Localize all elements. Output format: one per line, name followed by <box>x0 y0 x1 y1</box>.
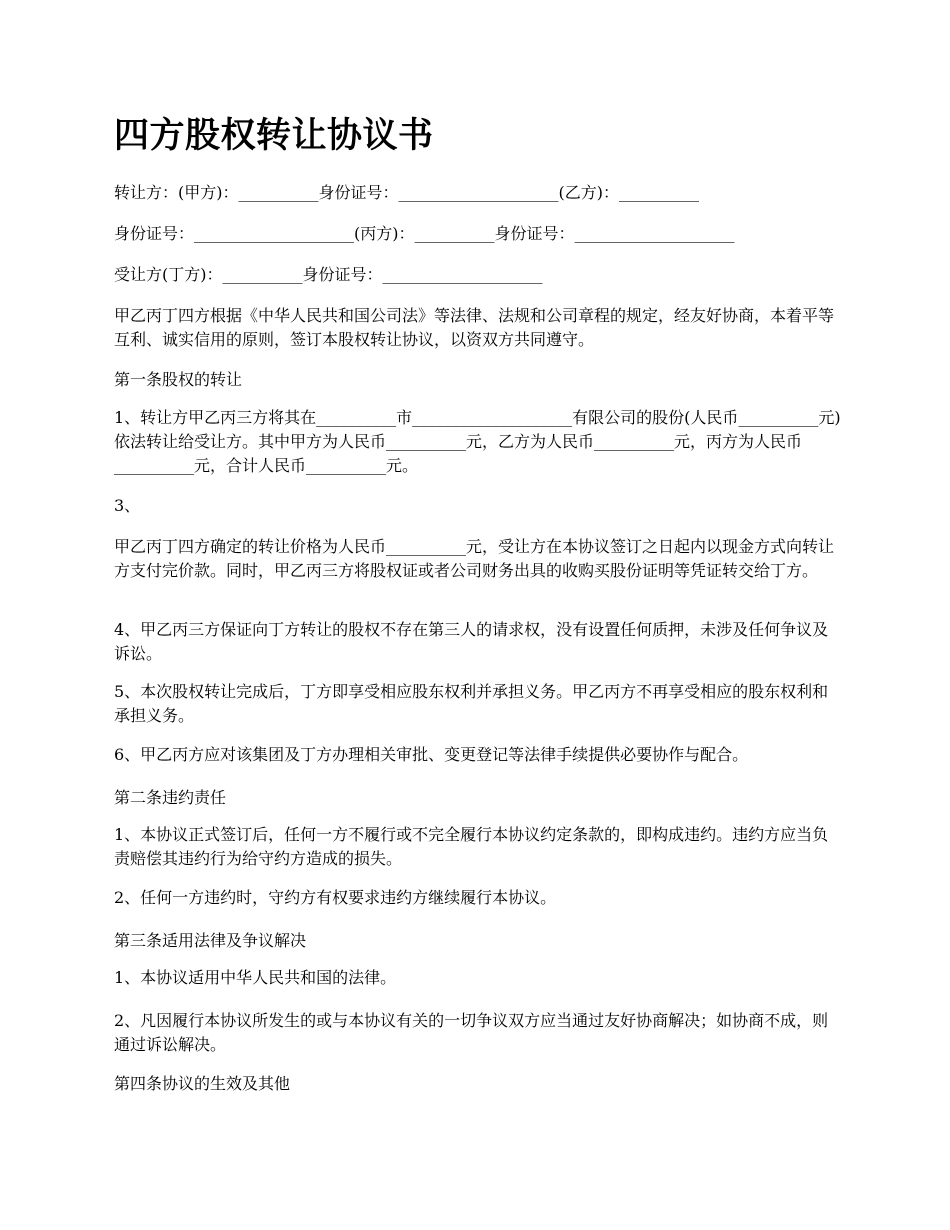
article-2-heading: 第二条违约责任 <box>114 788 227 807</box>
transferor-party-line: 转让方：(甲方)：__________身份证号：____________________(乙方)：__________ <box>114 183 699 202</box>
document-title: 四方股权转让协议书 <box>114 116 434 156</box>
article-2-clause-2: 2、任何一方违约时，守约方有权要求违约方继续履行本协议。 <box>114 888 557 907</box>
article-1-clause-4: 4、甲乙丙三方保证向丁方转让的股权不存在第三人的请求权，没有设置任何质押，未涉及任何争议及诉讼。 <box>114 620 829 663</box>
article-3-clause-1: 1、本协议适用中华人民共和国的法律。 <box>114 968 397 987</box>
article-1-heading: 第一条股权的转让 <box>114 370 243 389</box>
article-1-clause-1: 1、转让方甲乙丙三方将其在__________市____________________有限公司的股份(人民币__________元)依法转让给受让方。其中甲方为人民币__________元，乙方为人民币__________元，丙方为人民币__________元，合计人民币__________元。 <box>114 408 841 475</box>
article-3-clause-2: 2、凡因履行本协议所发生的或与本协议有关的一切争议双方应当通过友好协商解决；如协商不成，则通过诉讼解决。 <box>114 1011 829 1054</box>
article-4-heading: 第四条协议的生效及其他 <box>114 1074 291 1093</box>
article-1-clause-5: 5、本次股权转让完成后，丁方即享受相应股东权利并承担义务。甲乙丙方不再享受相应的股东权利和承担义务。 <box>114 682 829 725</box>
article-1-clause-3: 3、 <box>114 496 141 515</box>
transferee-party-line: 受让方(丁方)：__________身份证号：____________________ <box>114 265 543 284</box>
preamble-paragraph: 甲乙丙丁四方根据《中华人民共和国公司法》等法律、法规和公司章程的规定，经友好协商，本着平等互利、诚实信用的原则，签订本股权转让协议，以资双方共同遵守。 <box>114 306 835 349</box>
price-paragraph: 甲乙丙丁四方确定的转让价格为人民币__________元，受让方在本协议签订之日起内以现金方式向转让方支付完价款。同时，甲乙丙三方将股权证或者公司财务出具的收购买股份证明等凭证转交给丁方。 <box>114 537 835 580</box>
article-1-clause-6: 6、甲乙丙方应对该集团及丁方办理相关审批、变更登记等法律手续提供必要协作与配合。 <box>114 745 749 764</box>
article-2-clause-1: 1、本协议正式签订后，任何一方不履行或不完全履行本协议约定条款的，即构成违约。违约方应当负责赔偿其违约行为给守约方造成的损失。 <box>114 825 829 868</box>
article-3-heading: 第三条适用法律及争议解决 <box>114 931 307 950</box>
id-number-line: 身份证号：____________________(丙方)：__________身份证号：____________________ <box>114 224 735 243</box>
